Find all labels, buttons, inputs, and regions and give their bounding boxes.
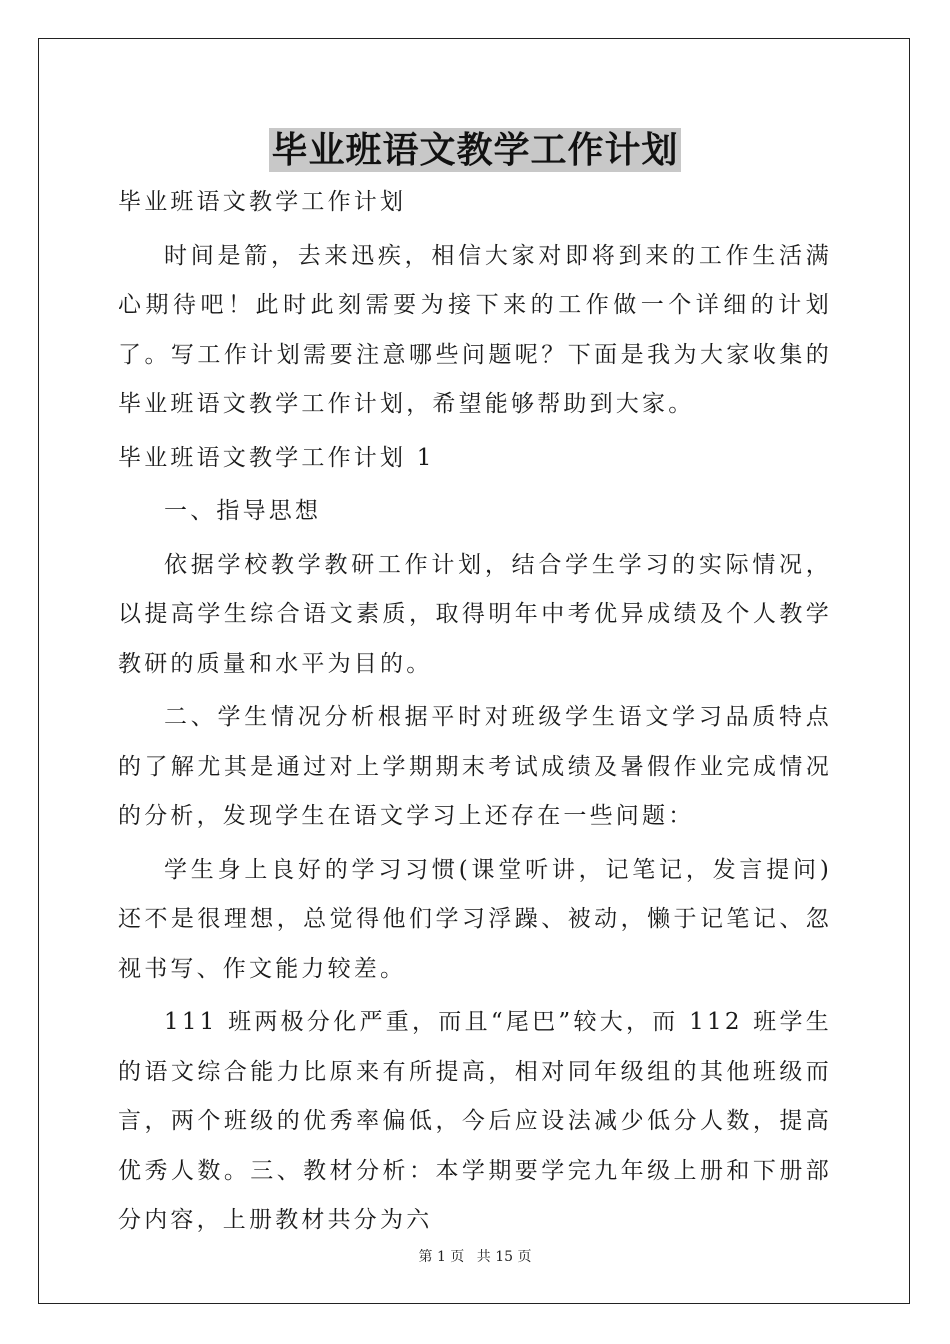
page-footer bbox=[0, 1248, 950, 1266]
paragraph: 依据学校教学教研工作计划，结合学生学习的实际情况，以提高学生综合语文素质，取得明年中考优异成绩及个人教学教研的质量和水平为目的。 bbox=[118, 551, 832, 677]
paragraph: 时间是箭，去来迅疾，相信大家对即将到来的工作生活满心期待吧！此时此刻需要为接下来的工作做一个详细的计划了。写工作计划需要注意哪些问题呢？下面是我为大家收集的毕业班语文教学工作计划，希望能够帮助到大家。 bbox=[118, 242, 832, 417]
title-container bbox=[0, 128, 950, 172]
paragraph: 一、指导思想 bbox=[164, 498, 322, 524]
document-title: 毕业班语文教学工作计划 bbox=[271, 129, 679, 171]
paragraph: 毕业班语文教学工作计划 bbox=[118, 189, 407, 215]
document-body bbox=[118, 178, 832, 1246]
paragraph: 111 班两极分化严重，而且“尾巴”较大，而 112 班学生的语文综合能力比原来有所提高，相对同年级组的其他班级而言，两个班级的优秀率偏低，今后应设法减少低分人数，提高优秀人数。三、教材分析：本学期要学完九年级上册和下册部分内容，上册教材共分为六 bbox=[118, 1009, 832, 1233]
paragraph: 学生身上良好的学习习惯(课堂听讲，记笔记，发言提问)还不是很理想，总觉得他们学习浮躁、被动，懒于记笔记、忽视书写、作文能力较差。 bbox=[118, 856, 832, 982]
paragraph: 毕业班语文教学工作计划 1 bbox=[118, 444, 435, 471]
page-number: 第 1 页 bbox=[418, 1249, 465, 1265]
page-total: 共 15 页 bbox=[476, 1249, 532, 1265]
paragraph: 二、学生情况分析根据平时对班级学生语文学习品质特点的了解尤其是通过对上学期期末考试成绩及暑假作业完成情况的分析，发现学生在语文学习上还存在一些问题： bbox=[118, 704, 832, 829]
